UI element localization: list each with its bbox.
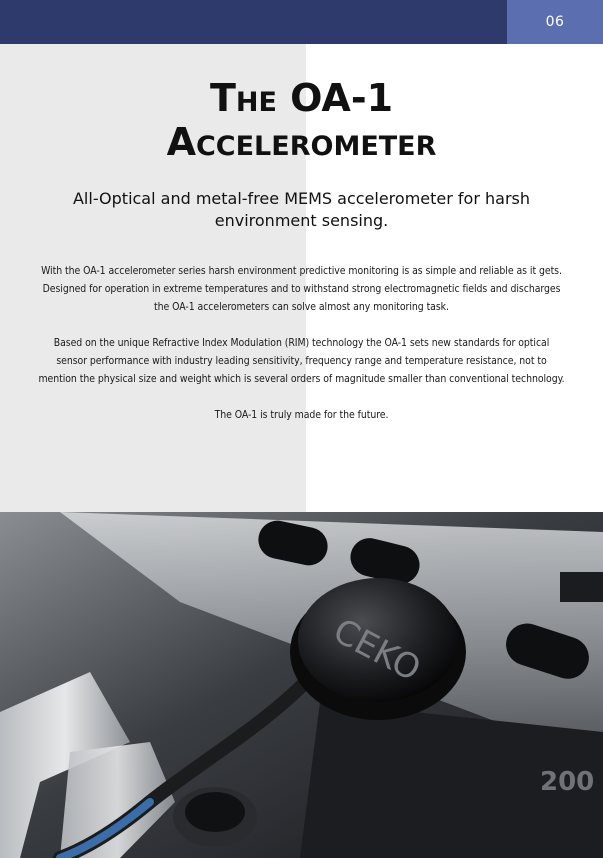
title-line-1: The OA-1 <box>209 76 394 120</box>
main-content <box>0 44 603 442</box>
sensor-brand: CEKO <box>326 610 428 690</box>
page-number: 06 <box>507 0 603 44</box>
plate-number: 200 <box>540 767 595 797</box>
title-line-2: Accelerometer <box>166 120 437 164</box>
product-photo <box>0 512 603 858</box>
paragraph-technology: Based on the unique Refractive Index Modulation (RIM) technology the OA-1 sets new standards for optical sensor performance with industry leading sensitivity, frequency range and temperature resistance, not to mention the physical size and weight which is several orders of magnitude smaller than conventional technology. <box>38 337 565 385</box>
paragraph-intro: With the OA-1 accelerometer series harsh environment predictive monitoring is as simple and reliable as it gets. Designed for operation in extreme temperatures and to withstand strong electromagnetic fields and discharges the OA-1 accelerometers can solve almost any monitoring task. <box>41 265 562 313</box>
page-title <box>0 76 603 164</box>
paragraph-closing: The OA-1 is truly made for the future. <box>214 409 389 421</box>
subtitle: All-Optical and metal-free MEMS accelerometer for harsh environment sensing. <box>72 189 530 230</box>
body-text <box>38 262 566 424</box>
